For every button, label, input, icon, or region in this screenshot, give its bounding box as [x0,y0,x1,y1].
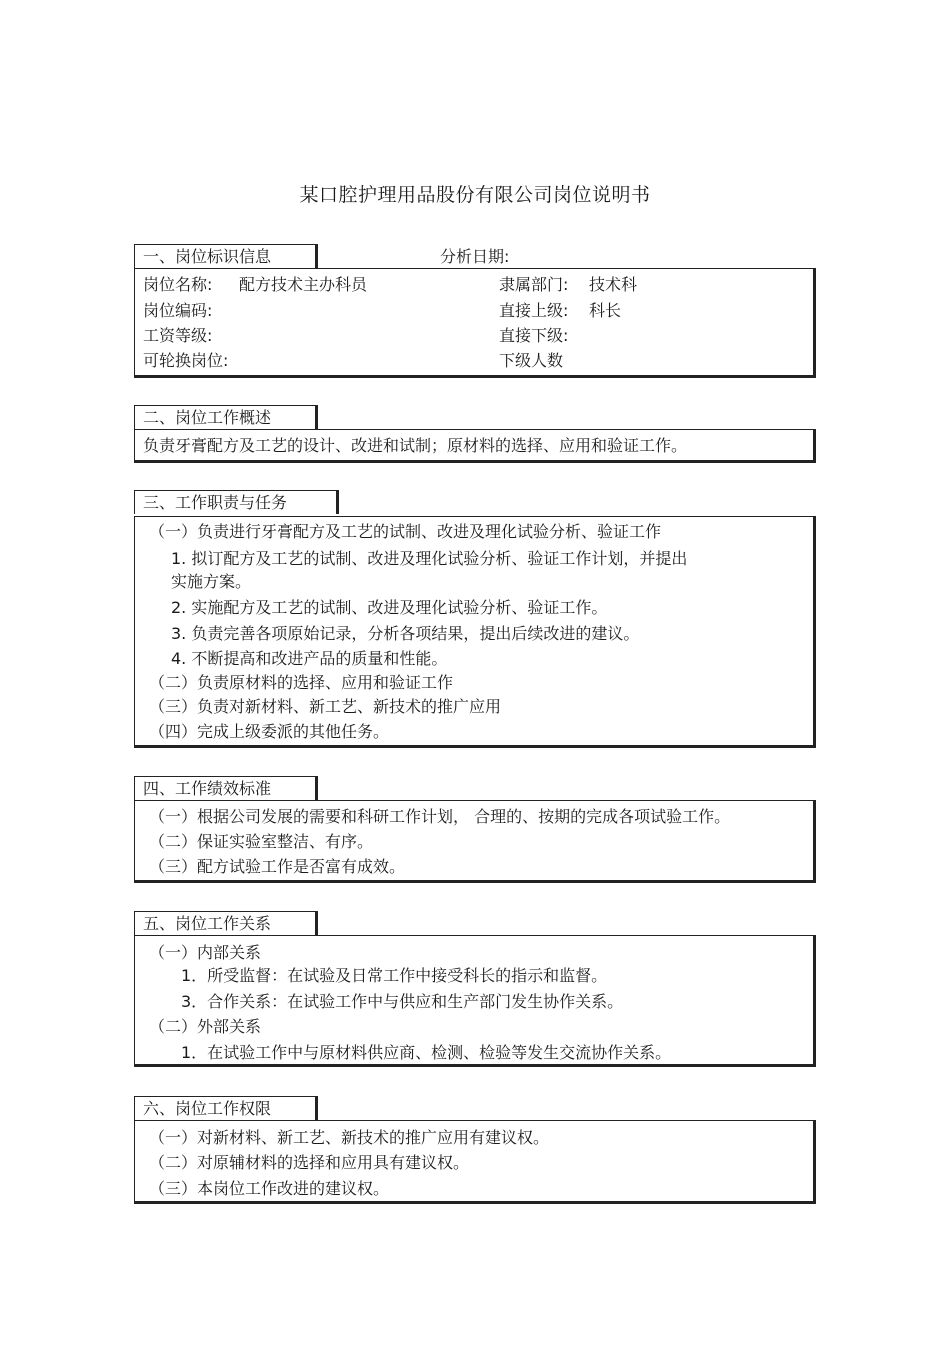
duty-item: （三）负责对新材料、新工艺、新技术的推广应用 [149,697,502,716]
duty-item: （二）负责原材料的选择、应用和验证工作 [149,673,454,692]
department-value: 技术科 [589,275,638,294]
performance-item: （三）配方试验工作是否富有成效。 [149,857,406,876]
authority-item: （三）本岗位工作改进的建议权。 [149,1179,390,1198]
work-overview-box [134,429,816,463]
performance-item: （二）保证实验室整洁、有序。 [149,832,374,851]
duties-box [134,516,816,748]
relations-item: （一）内部关系 [149,943,262,962]
performance-item: （一）根据公司发展的需要和科研工作计划， 合理的、按期的完成各项试验工作。 [149,807,731,826]
relations-item: （二）外部关系 [149,1017,262,1036]
position-name-label: 岗位名称: [143,275,213,294]
department-label: 隶属部门: [499,275,569,294]
relations-box [134,935,816,1067]
position-name-value: 配方技术主办科员 [239,275,368,294]
direct-superior-label: 直接上级: [499,301,569,320]
authority-item: （一）对新材料、新工艺、新技术的推广应用有建议权。 [149,1128,550,1147]
section-header-duties: 三、工作职责与任务 [134,490,339,514]
section-header-performance: 四、工作绩效标准 [134,776,318,800]
authority-box [134,1120,816,1204]
duty-subitem-cont: 实施方案。 [171,572,252,591]
duty-subitem: 2. 实施配方及工艺的试制、改进及理化试验分析、验证工作。 [171,598,608,617]
duty-subitem: 4. 不断提高和改进产品的质量和性能。 [171,649,448,668]
duty-subitem: 3. 负责完善各项原始记录，分析各项结果，提出后续改进的建议。 [171,624,640,643]
section-header-relations: 五、岗位工作关系 [134,911,318,935]
document-title: 某口腔护理用品股份有限公司岗位说明书 [299,184,651,206]
duty-item: （四）完成上级委派的其他任务。 [149,722,390,741]
subordinate-count-label: 下级人数 [499,351,564,370]
duty-subitem: 1. 拟订配方及工艺的试制、改进及理化试验分析、验证工作计划，并提出 [171,549,688,568]
rotatable-position-label: 可轮换岗位: [143,351,229,370]
position-info-box [134,268,816,378]
work-overview-text: 负责牙膏配方及工艺的设计、改进和试制；原材料的选择、应用和验证工作。 [143,436,688,455]
section-header-authority: 六、岗位工作权限 [134,1096,318,1120]
performance-box [134,800,816,883]
direct-subordinate-label: 直接下级: [499,326,569,345]
direct-superior-value: 科长 [589,301,622,320]
salary-grade-label: 工资等级: [143,326,213,345]
section-header-work-overview: 二、岗位工作概述 [134,405,318,429]
relations-subitem: 1．在试验工作中与原材料供应商、检测、检验等发生交流协作关系。 [181,1043,672,1062]
position-code-label: 岗位编码: [143,301,213,320]
authority-item: （二）对原辅材料的选择和应用具有建议权。 [149,1153,470,1172]
section-header-position-info: 一、岗位标识信息 [134,244,318,268]
duty-item: （一）负责进行牙膏配方及工艺的试制、改进及理化试验分析、验证工作 [149,522,662,541]
analysis-date-label: 分析日期: [440,247,510,266]
relations-subitem: 1．所受监督：在试验及日常工作中接受科长的指示和监督。 [181,966,608,985]
relations-subitem: 3．合作关系：在试验工作中与供应和生产部门发生协作关系。 [181,992,624,1011]
